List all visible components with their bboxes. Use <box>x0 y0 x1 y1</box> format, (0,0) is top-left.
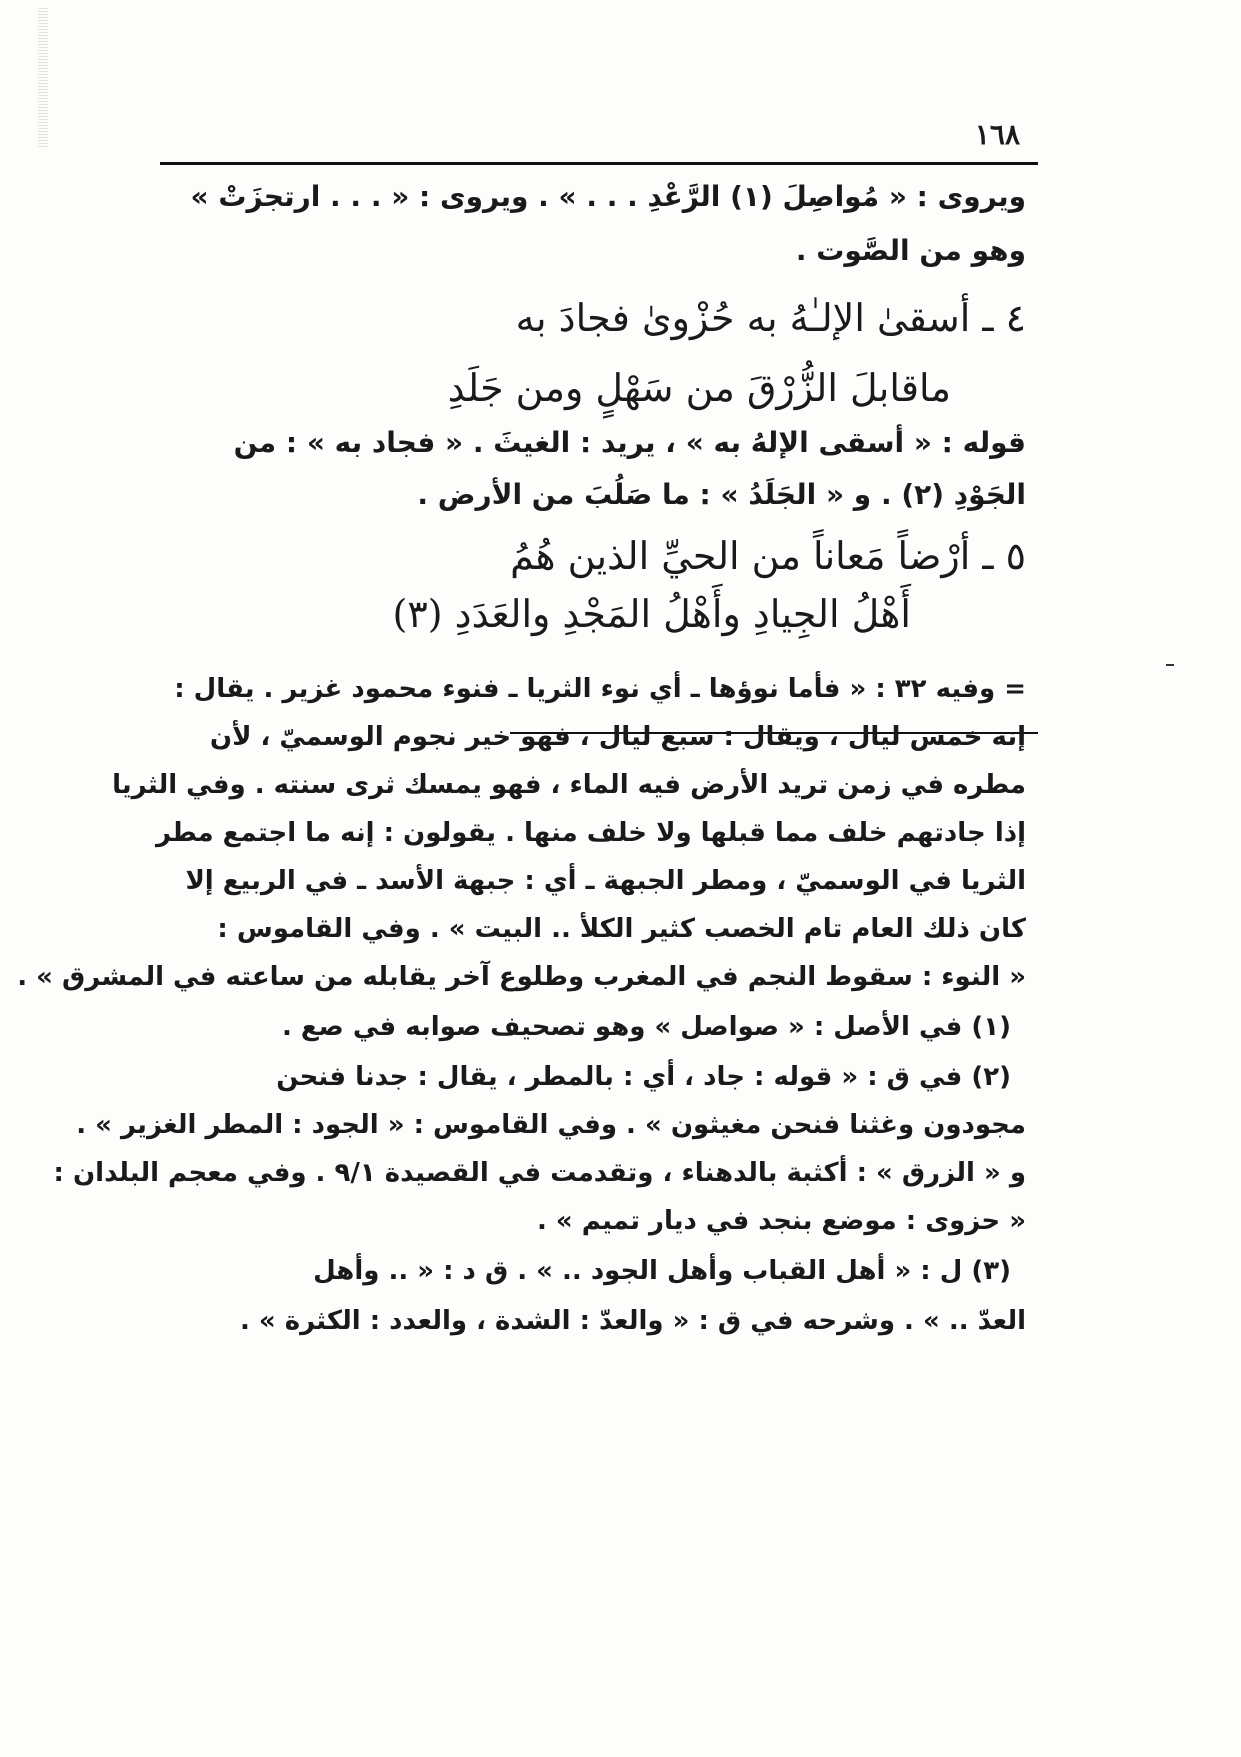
verse-4-first-half: ٤ ـ أسقىٰ الإلـٰهُ به حُزْوىٰ فجادَ به <box>515 296 1026 340</box>
note-continuation-2: إنه خمس ليال ، ويقال : سبع ليال ، فهو خير نجوم الوسميّ ، لأن <box>209 722 1026 752</box>
footnote-3-line-2: العدّ .. » . وشرحه في ق : « والعدّ : الشدة ، والعدد : الكثرة » . <box>239 1306 1026 1336</box>
text-line-1: ويروى : « مُواصِلَ (١) الرَّعْدِ . . . » . ويروى : « . . . ارتجزَتْ » <box>190 180 1026 213</box>
stray-mark <box>1166 664 1174 666</box>
verse-5-first-half: ٥ ـ أرْضاً مَعاناً من الحيِّ الذين هُمُ <box>510 534 1026 578</box>
note-continuation-5: الثريا في الوسميّ ، ومطر الجبهة ـ أي : جبهة الأسد ـ في الربيع إلا <box>185 866 1026 896</box>
footnote-2-line-4: « حزوى : موضع بنجد في ديار تميم » . <box>536 1206 1026 1236</box>
verse-4-second-half: ماقابلَ الزُّرْقَ من سَهْلٍ ومن جَلَدِ <box>447 366 951 410</box>
page-number: ١٦٨ <box>974 118 1020 151</box>
commentary-line-2: الجَوْدِ (٢) . و « الجَلَدُ » : ما صَلُبَ من الأرض . <box>417 478 1026 511</box>
commentary-line-1: قوله : « أسقى الإلهُ به » ، يريد : الغيثَ . « فجاد به » : من <box>233 426 1026 459</box>
header-rule <box>160 162 1038 165</box>
footnote-1: (١) في الأصل : « صواصل » وهو تصحيف صوابه في صع . <box>281 1012 1011 1042</box>
verse-5-second-half: أَهْلُ الجِيادِ وأَهْلُ المَجْدِ والعَدَدِ (٣) <box>392 592 911 636</box>
text-line-2: وهو من الصَّوت . <box>795 234 1026 267</box>
footnote-3-line-1: (٣) ل : « أهل القباب وأهل الجود .. » . ق د : « .. وأهل <box>313 1256 1011 1286</box>
footnote-2-line-2: مجودون وغثنا فنحن مغيثون » . وفي القاموس : « الجود : المطر الغزير » . <box>76 1110 1026 1140</box>
note-continuation-1: = وفيه ٣٢ : « فأما نوؤها ـ أي نوء الثريا ـ فنوء محمود غزير . يقال : <box>174 674 1026 704</box>
note-continuation-4: إذا جادتهم خلف مما قبلها ولا خلف منها . يقولون : إنه ما اجتمع مطر <box>156 818 1026 848</box>
note-continuation-3: مطره في زمن تريد الأرض فيه الماء ، فهو يمسك ثرى سنته . وفي الثريا <box>112 770 1026 800</box>
scan-artifact <box>38 8 48 148</box>
note-continuation-6: كان ذلك العام تام الخصب كثير الكلأ .. البيت » . وفي القاموس : <box>217 914 1026 944</box>
note-continuation-7: « النوء : سقوط النجم في المغرب وطلوع آخر يقابله من ساعته في المشرق » . <box>17 962 1026 992</box>
footnote-2-line-1: (٢) في ق : « قوله : جاد ، أي : بالمطر ، يقال : جدنا فنحن <box>276 1062 1011 1092</box>
footnote-2-line-3: و « الزرق » : أكثبة بالدهناء ، وتقدمت في القصيدة ٩/١ . وفي معجم البلدان : <box>53 1158 1026 1188</box>
